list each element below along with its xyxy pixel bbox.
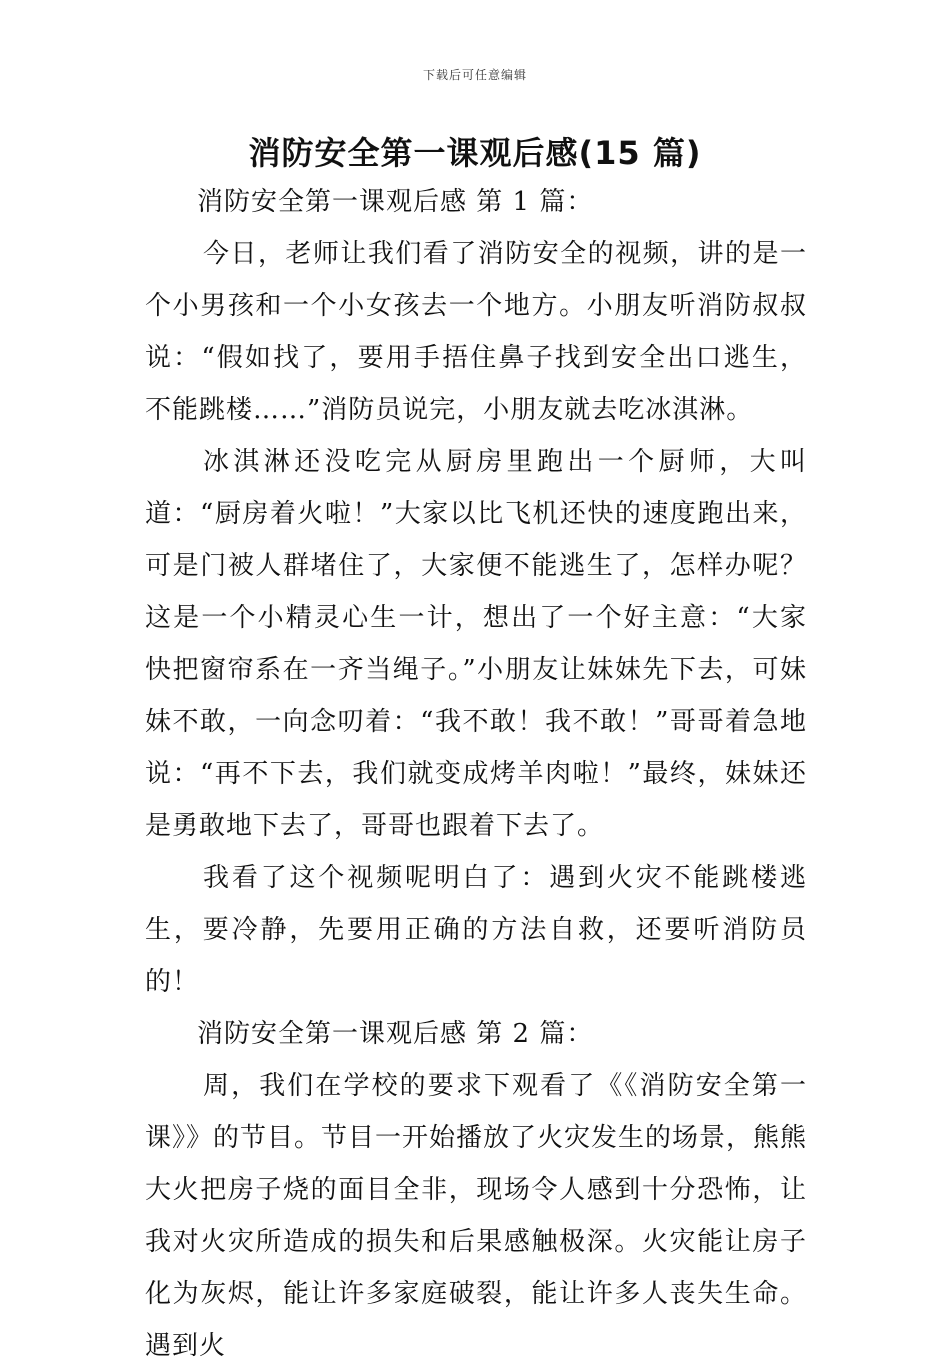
document-title: 消防安全第一课观后感(15 篇) <box>248 134 702 172</box>
header-note: 下载后可任意编辑 <box>422 68 527 82</box>
paragraph: 我看了这个视频呢明白了：遇到火灾不能跳楼逃生，要冷静，先要用正确的方法自救，还要听消防员的！ <box>145 863 807 997</box>
section-heading: 消防安全第一课观后感 第 1 篇： <box>197 187 594 217</box>
paragraph: 今日，老师让我们看了消防安全的视频，讲的是一个小男孩和一个小女孩去一个地方。小朋友听消防叔叔说：“假如找了，要用手捂住鼻子找到安全出口逃生，不能跳楼……”消防员说完，小朋友就去吃冰淇淋。 <box>145 239 807 425</box>
section-heading: 消防安全第一课观后感 第 2 篇： <box>197 1019 594 1049</box>
paragraph: 冰淇淋还没吃完从厨房里跑出一个厨师，大叫道：“厨房着火啦！”大家以比飞机还快的速度跑出来，可是门被人群堵住了，大家便不能逃生了，怎样办呢？这是一个小精灵心生一计，想出了一个好主意：“大家快把窗帘系在一齐当绳子。”小朋友让妹妹先下去，可妹妹不敢，一向念叨着：“我不敢！我不敢！”哥哥着急地说：“再不下去，我们就变成烤羊肉啦！”最终，妹妹还是勇敢地下去了，哥哥也跟着下去了。 <box>145 447 807 841</box>
document-body <box>145 176 807 1372</box>
paragraph: 周，我们在学校的要求下观看了《《消防安全第一课》》的节目。节目一开始播放了火灾发生的场景，熊熊大火把房子烧的面目全非，现场令人感到十分恐怖，让我对火灾所造成的损失和后果感触极深。火灾能让房子化为灰烬，能让许多家庭破裂，能让许多人丧失生命。遇到火 <box>145 1071 808 1361</box>
